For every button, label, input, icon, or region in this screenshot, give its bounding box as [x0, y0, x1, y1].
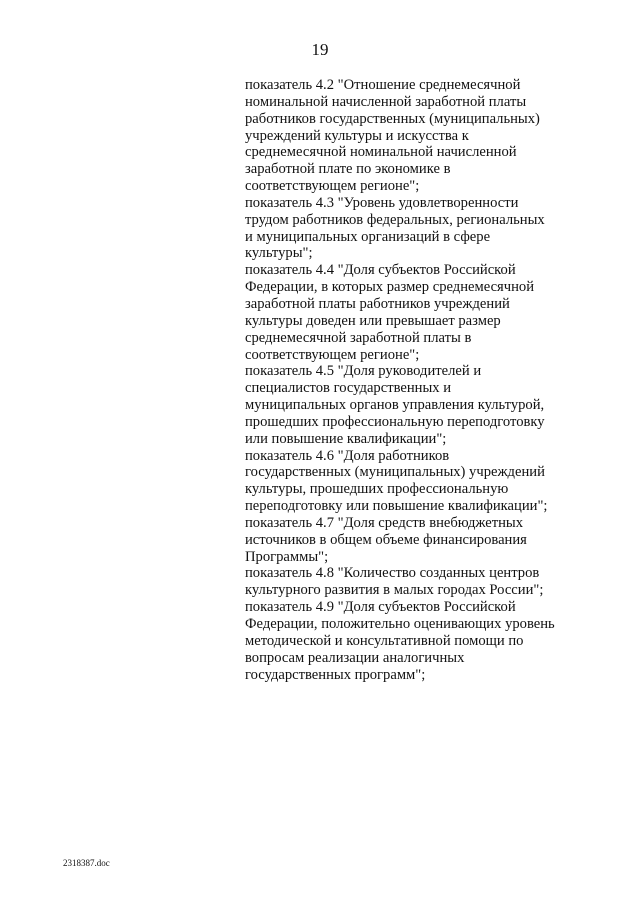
text-line: соответствующем регионе"; [245, 346, 420, 363]
text-line: и муниципальных организаций в сфере [245, 228, 491, 245]
text-line: учреждений культуры и искусства к [245, 127, 469, 144]
text-line: среднемесячной заработной платы в [245, 329, 472, 346]
text-line: показатель 4.6 "Доля работников [245, 447, 450, 464]
text-line: государственных программ"; [245, 666, 426, 683]
text-line: культурного развития в малых городах России"; [245, 582, 544, 599]
text-line: показатель 4.5 "Доля руководителей и [245, 363, 482, 380]
text-line: культуры, прошедших профессиональную [245, 481, 509, 498]
text-line: Программы"; [245, 548, 329, 565]
text-line: номинальной начисленной заработной платы [245, 93, 527, 110]
text-line: методической и консультативной помощи по [245, 632, 524, 649]
text-line: среднемесячной номинальной начисленной [245, 144, 517, 161]
text-line: источников в общем объеме финансирования [245, 531, 527, 548]
text-line: показатель 4.8 "Количество созданных центров [245, 565, 540, 582]
text-line: заработной платы работников учреждений [245, 295, 510, 312]
text-line: показатель 4.9 "Доля субъектов Российской [245, 599, 516, 616]
text-line: показатель 4.7 "Доля средств внебюджетных [245, 514, 524, 531]
text-line: культуры доведен или превышает размер [245, 312, 501, 329]
text-line: трудом работников федеральных, региональных [245, 211, 545, 228]
text-line: показатель 4.3 "Уровень удовлетворенности [245, 194, 519, 211]
text-line: специалистов государственных и [245, 380, 452, 397]
text-line: Федерации, положительно оценивающих уровень [245, 616, 555, 632]
text-line: Федерации, в которых размер среднемесячной [245, 279, 535, 296]
text-line: соответствующем регионе"; [245, 178, 420, 195]
page-number: 19 [311, 40, 329, 59]
text-line: заработной плате по экономике в [245, 161, 451, 178]
text-line: показатель 4.2 "Отношение среднемесячной [245, 77, 521, 93]
text-line: работников государственных (муниципальных) [245, 110, 540, 127]
text-line: муниципальных органов управления культурой, [245, 397, 545, 414]
text-line: показатель 4.4 "Доля субъектов Российской [245, 262, 516, 279]
text-line: вопросам реализации аналогичных [245, 649, 465, 666]
document-file-code: 2318387.doc [63, 858, 110, 868]
text-line: переподготовку или повышение квалификации"; [245, 498, 548, 515]
indicator-list-text [245, 77, 585, 683]
text-line: или повышение квалификации"; [245, 430, 447, 447]
text-line: прошедших профессиональную переподготовку [245, 413, 545, 430]
text-line: государственных (муниципальных) учреждений [245, 464, 545, 481]
text-line: культуры"; [245, 245, 313, 262]
